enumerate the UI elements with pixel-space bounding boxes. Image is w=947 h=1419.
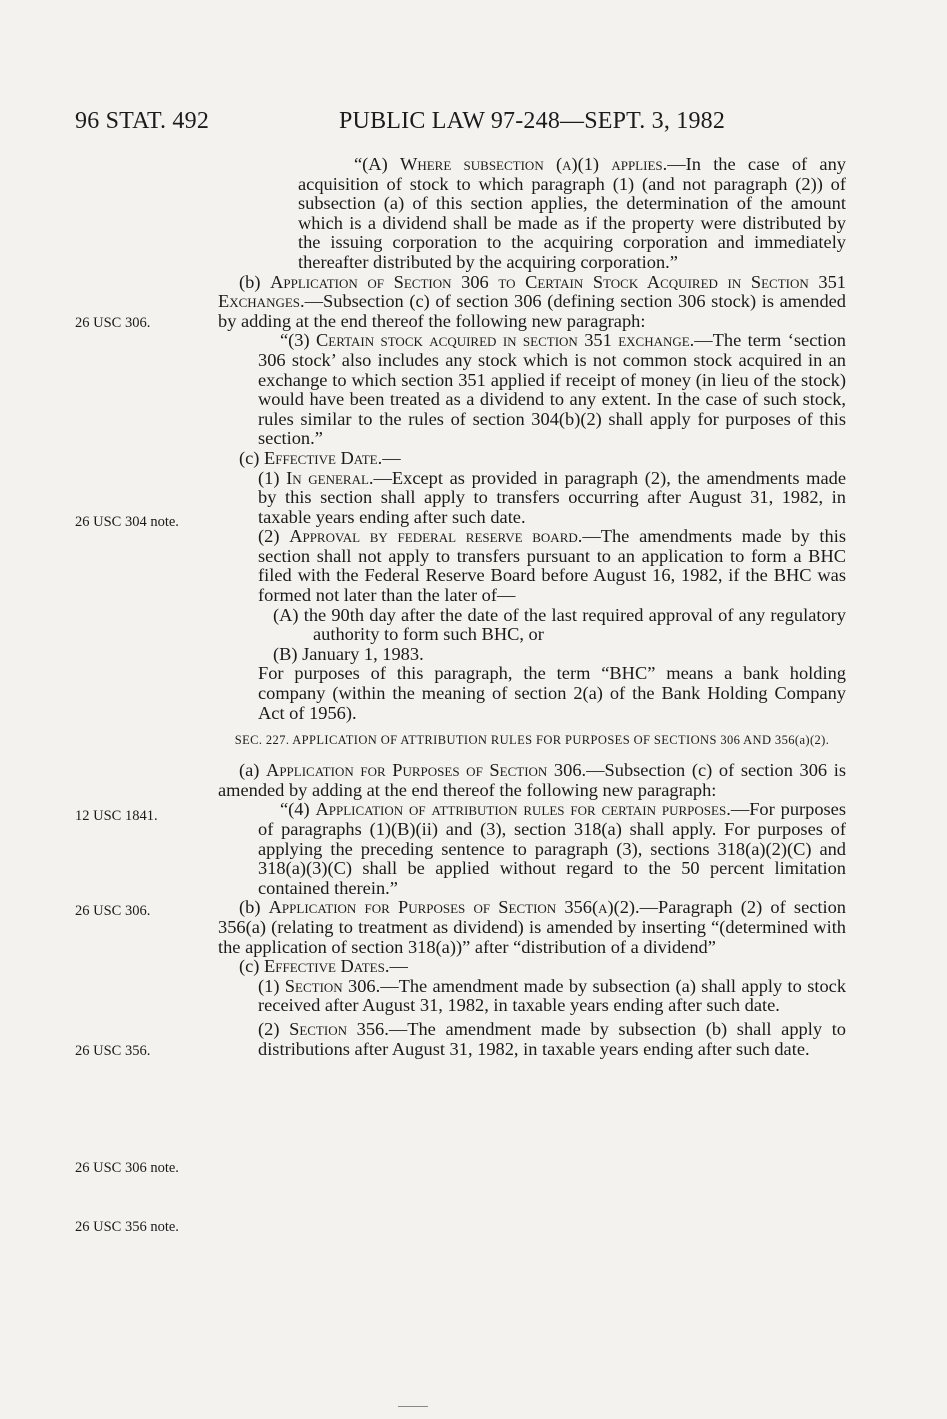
sec227-subsection-b: (b) Application for Purposes of Section 356(a)(2).—Paragraph (2) of section 356(a) (relating to treatment as dividend) is amended by inserting “(determined with the application of section 318(a))” after “distribution of a dividend” bbox=[218, 897, 847, 957]
margin-note: 12 USC 1841. bbox=[75, 808, 158, 824]
sec227-subsection-c: (c) Effective Dates.— bbox=[239, 956, 408, 977]
margin-note: 26 USC 356. bbox=[75, 1043, 151, 1059]
margin-note: 26 USC 306 note. bbox=[75, 1160, 179, 1176]
paragraph-3-certain-stock: “(3) Certain stock acquired in section 351 exchange.—The term ‘section 306 stock’ also includes any stock which is not common stock acquired in an exchange to which section 351 applied if receipt of money (in lieu of the stock) would have been treated as a dividend to any extent. In the case of such stock, rules similar to the rules of section 304(b)(2) shall apply for purposes of this section.” bbox=[258, 330, 846, 449]
clause-b-january: (B) January 1, 1983. bbox=[273, 643, 424, 664]
paragraph-c1-in-general: (1) In general.—Except as provided in paragraph (2), the amendments made by this section shall apply to transfers occurring after August 31, 1982, in taxable years ending after such date. bbox=[258, 467, 846, 527]
paragraph-4-attribution: “(4) Application of attribution rules for certain purposes.—For purposes of paragraphs (1)(B)(ii) and (3), section 318(a) shall apply. For purposes of applying the preceding sentence to paragraph (3), sections 318(a)(2)(C) and 318(a)(3)(C) shall be applied without regard to the 50 percent limitation contained therein.” bbox=[258, 799, 847, 898]
main-text-column bbox=[218, 155, 846, 1059]
margin-note: 26 USC 306. bbox=[75, 315, 151, 331]
margin-note: 26 USC 356 note. bbox=[75, 1219, 179, 1235]
clause-a-90th-day: (A) the 90th day after the date of the last required approval of any regulatory authority to form such BHC, or bbox=[273, 604, 846, 645]
paragraph-c2-approval: (2) Approval by federal reserve board.—The amendments made by this section shall not apply to transfers pursuant to an application to form a BHC filed with the Federal Reserve Board before August 16, 1982, if the BHC was formed not later than the later of— bbox=[258, 526, 846, 606]
paragraph-a-where-subsection: “(A) Where subsection (a)(1) applies.—In the case of any acquisition of stock to which paragraph (1) (and not paragraph (2)) of subsection (a) of this section applies, the determination of the amount which is a dividend shall be made as if the property were distributed by the issuing corporation to the acquiring corporation and immediately thereafter distributed by the acquiring corporation.” bbox=[298, 154, 846, 272]
stat-page-number: 96 STAT. 492 bbox=[75, 108, 210, 134]
sec227-subsection-a: (a) Application for Purposes of Section 306.—Subsection (c) of section 306 is amended by adding at the end thereof the following new paragraph: bbox=[218, 760, 847, 800]
sec227-paragraph-c2: (2) Section 356.—The amendment made by subsection (b) shall apply to distributions after August 31, 1982, in taxable years ending after such date. bbox=[258, 1018, 846, 1059]
subsection-c-effective-date: (c) Effective Date.— bbox=[239, 447, 401, 468]
sec227-paragraph-c1: (1) Section 306.—The amendment made by subsection (a) shall apply to stock received after August 31, 1982, in taxable years ending after such date. bbox=[258, 975, 847, 1016]
margin-note: 26 USC 304 note. bbox=[75, 514, 179, 530]
margin-note: 26 USC 306. bbox=[75, 903, 151, 919]
section-227-title: SEC. 227. APPLICATION OF ATTRIBUTION RULES FOR PURPOSES OF SECTIONS 306 AND 356(a)(2). bbox=[234, 733, 830, 748]
bhc-definition: For purposes of this paragraph, the term “BHC” means a bank holding company (within the meaning of section 2(a) of the Bank Holding Company Act of 1956). bbox=[258, 663, 846, 723]
bottom-rule bbox=[398, 1406, 428, 1407]
subsection-b: (b) Application of Section 306 to Certain Stock Acquired in Section 351 Exchanges.—Subsection (c) of section 306 (defining section 306 stock) is amended by adding at the end thereof the following new paragraph: bbox=[218, 271, 846, 331]
running-header-title: PUBLIC LAW 97-248—SEPT. 3, 1982 bbox=[339, 108, 726, 134]
